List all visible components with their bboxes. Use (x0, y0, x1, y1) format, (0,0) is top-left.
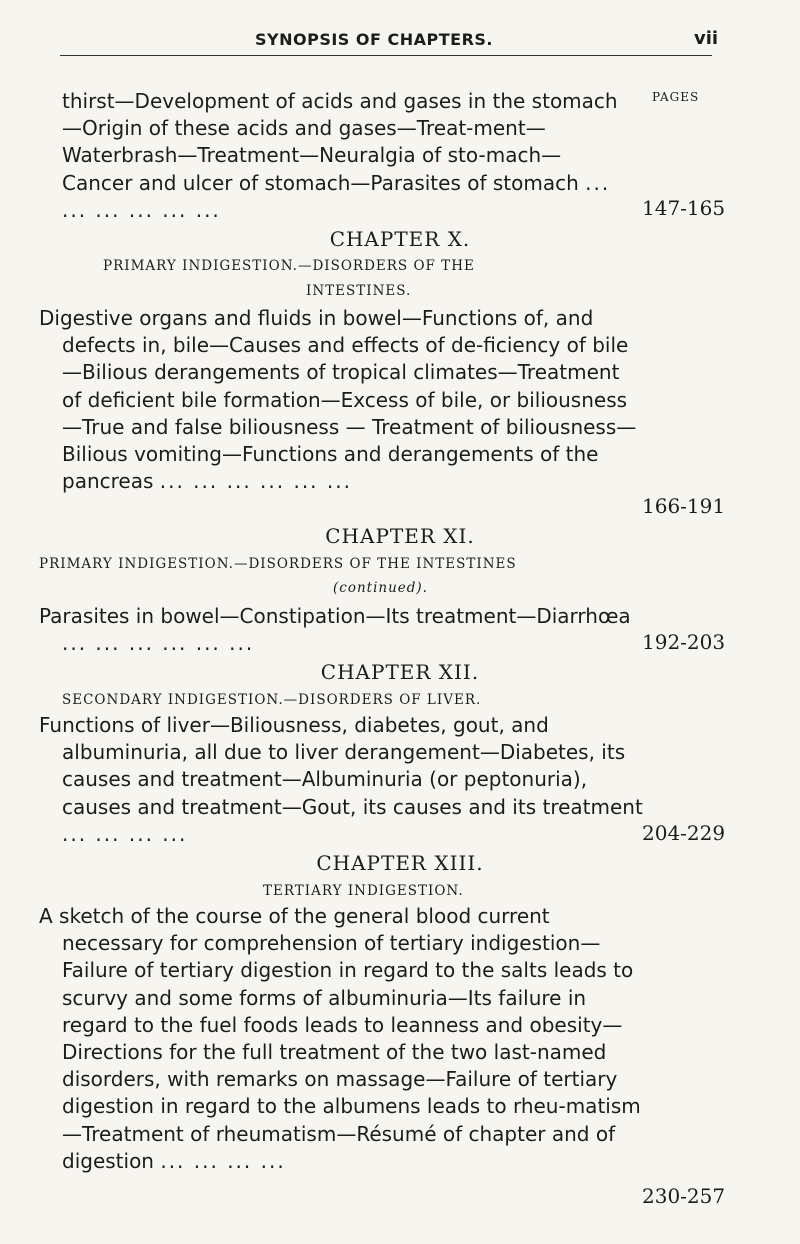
page-range: 204-229 (642, 821, 726, 845)
dot-leader: ... ... ... ... ... ... (62, 170, 611, 222)
chapter-synopsis: Parasites in bowel—Constipation—Its treatment—Diarrhœa ... ... ... ... ... ... (39, 604, 631, 656)
page-range: 192-203 (642, 630, 726, 654)
dot-leader: ... ... ... ... ... ... (62, 631, 255, 656)
header-rule (60, 55, 712, 56)
chapter-title: CHAPTER XIII. (316, 851, 484, 875)
chapter-subheading: PRIMARY INDIGESTION.—DISORDERS OF THE INTESTINES (39, 556, 517, 572)
chapter-subheading-cont: (continued). (333, 580, 428, 596)
chapter-subheading: SECONDARY INDIGESTION.—DISORDERS OF LIVER. (62, 692, 482, 708)
page-header (0, 18, 800, 58)
page-range: 230-257 (642, 1184, 726, 1208)
chapter-subheading: PRIMARY INDIGESTION.—DISORDERS OF THE (103, 258, 475, 274)
page-range: 166-191 (642, 494, 726, 518)
chapter-subheading-cont: INTESTINES. (306, 283, 412, 299)
pages-column-label: PAGES (652, 90, 700, 104)
page-range: 147-165 (642, 196, 726, 220)
dot-leader: ... ... ... ... (160, 1148, 286, 1173)
chapter-synopsis: Functions of liver—Biliousness, diabetes, gout, and albuminuria, all due to liver derangement—Diabetes, its causes and treatment—Albuminuria (or peptonuria), causes and treatment—Gout, its causes and its treatment ... ... ... ... (39, 713, 643, 846)
page-number: vii (694, 28, 719, 49)
chapter-title: CHAPTER XI. (325, 524, 475, 548)
chapter-title: CHAPTER XII. (320, 660, 480, 684)
chapter-title: CHAPTER X. (329, 227, 471, 251)
chapter-synopsis: Digestive organs and fluids in bowel—Functions of, and defects in, bile—Causes and effects of de-ficiency of bile—Bilious derangements of tropical climates—Treatment of deficient bile formation—Excess of bile, or biliousness—True and false biliousness — Treatment of biliousness—Bilious vomiting—Functions and derangements of the pancreas ... ... ... ... ... ... (39, 306, 637, 494)
dot-leader: ... ... ... ... (62, 821, 188, 846)
dot-leader: ... ... ... ... ... ... (159, 469, 352, 494)
chapter-subheading: TERTIARY INDIGESTION. (263, 883, 464, 899)
running-title: SYNOPSIS OF CHAPTERS. (255, 30, 494, 49)
chapter-synopsis: A sketch of the course of the general blood current necessary for comprehension of tertiary indigestion—Failure of tertiary digestion in regard to the salts leads to scurvy and some forms of albuminuria—Its failure in regard to the fuel foods leads to leanness and obesity—Directions for the full treatment of the two last-named disorders, with remarks on massage—Failure of tertiary digestion in regard to the albumens leads to rheu-matism—Treatment of rheumatism—Résumé of chapter and of digestion ... ... ... ... (39, 904, 641, 1173)
continued-entry-text: thirst—Development of acids and gases in the stomach—Origin of these acids and gases—Treat-ment—Waterbrash—Treatment—Neuralgia of sto-mach—Cancer and ulcer of stomach—Parasites of stomach ... ... ... ... ... ... (62, 89, 618, 222)
